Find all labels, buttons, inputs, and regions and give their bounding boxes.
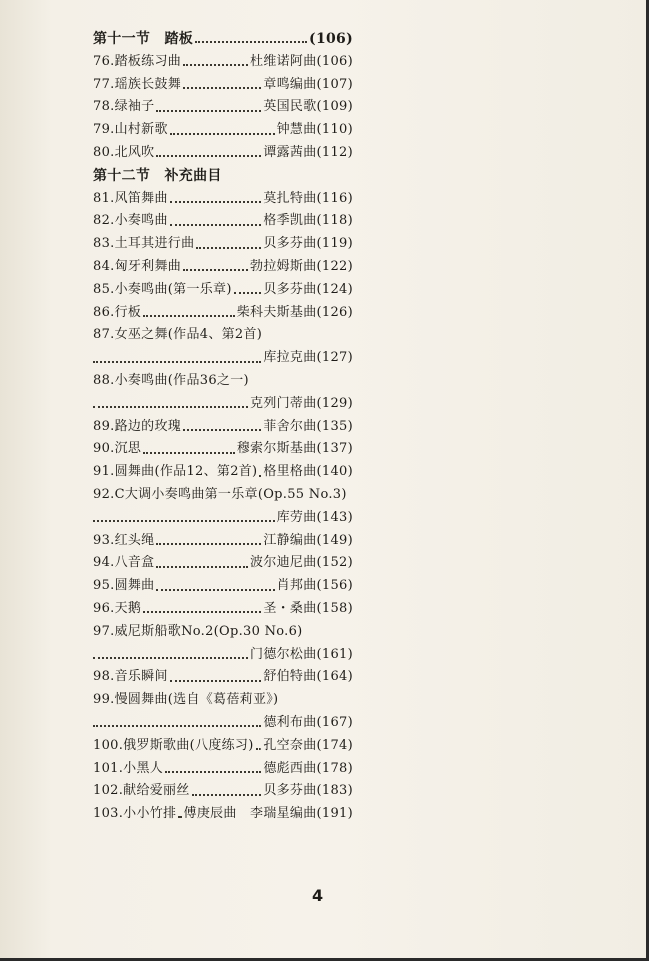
entry-title: 82.小奏鸣曲 [93, 213, 168, 229]
toc-entry [93, 210, 353, 233]
toc-entry-title-line [93, 484, 353, 507]
entry-title: 97.威尼斯船歌No.2(Op.30 No.6) [93, 623, 303, 639]
entry-author: 库拉克曲 [263, 350, 317, 366]
toc-entry-continuation [93, 393, 353, 416]
toc-entry [93, 803, 353, 826]
entry-author: 舒伯特曲 [263, 669, 317, 685]
entry-page: (118) [316, 213, 353, 229]
dot-leader [156, 566, 248, 568]
table-of-contents [93, 28, 353, 826]
entry-page: (106) [309, 31, 353, 47]
entry-author: 波尔迪尼曲 [250, 555, 317, 571]
entry-page: (158) [316, 600, 353, 616]
entry-title: 81.风笛舞曲 [93, 190, 168, 206]
entry-title: 98.音乐瞬间 [93, 669, 168, 685]
dot-leader [143, 611, 261, 613]
dot-leader [93, 361, 261, 363]
entry-title: 95.圆舞曲 [93, 578, 155, 594]
toc-entry [93, 598, 353, 621]
toc-entry [93, 758, 353, 781]
entry-author: 钟慧曲 [276, 122, 317, 138]
toc-entry-continuation [93, 347, 353, 370]
entry-author: 江静编曲 [263, 532, 317, 548]
toc-entry [93, 51, 353, 74]
entry-page: (129) [316, 395, 353, 411]
dot-leader [192, 794, 262, 796]
dot-leader [93, 406, 248, 408]
entry-author: 穆索尔斯基曲 [236, 441, 317, 457]
entry-page: (183) [316, 783, 353, 799]
entry-author: 贝多芬曲 [263, 783, 317, 799]
entry-author: 贝多芬曲 [263, 281, 317, 297]
entry-author: 贝多芬曲 [263, 236, 317, 252]
dot-leader [259, 475, 261, 477]
dot-leader [170, 133, 275, 135]
dot-leader [156, 155, 261, 157]
entry-title: 79.山村新歌 [93, 122, 168, 138]
entry-author: 谭露茜曲 [263, 144, 317, 160]
entry-title: 96.天鹅 [93, 600, 142, 616]
toc-entry-continuation [93, 712, 353, 735]
entry-page: (122) [316, 258, 353, 274]
entry-author: 克列门蒂曲 [250, 395, 317, 411]
dot-leader [196, 247, 261, 249]
entry-author: 圣・桑曲 [263, 600, 317, 616]
entry-author: 傅庚辰曲 李瑞星编曲 [183, 806, 317, 822]
entry-author: 英国民歌 [263, 99, 317, 115]
toc-entry-continuation [93, 507, 353, 530]
toc-entry [93, 438, 353, 461]
dot-leader [170, 224, 262, 226]
dot-leader [183, 87, 261, 89]
entry-page: (167) [316, 714, 353, 730]
entry-title: 84.匈牙利舞曲 [93, 258, 182, 274]
dot-leader [143, 452, 235, 454]
entry-author: 格里格曲 [263, 464, 317, 480]
section-heading [93, 28, 353, 51]
entry-author: 格季凯曲 [263, 213, 317, 229]
entry-title: 86.行板 [93, 304, 142, 320]
toc-entry [93, 233, 353, 256]
entry-page: (119) [316, 236, 353, 252]
dot-leader [143, 315, 235, 317]
toc-entry [93, 461, 353, 484]
entry-page: (137) [316, 441, 353, 457]
entry-page: (178) [316, 760, 353, 776]
entry-title: 99.慢圆舞曲(选自《葛蓓莉亚》) [93, 692, 279, 708]
dot-leader [195, 41, 307, 43]
entry-title: 103.小小竹排 [93, 806, 177, 822]
toc-entry-title-line [93, 689, 353, 712]
section-title: 第十一节 踏板 [93, 31, 194, 47]
entry-page: (140) [316, 464, 353, 480]
entry-title: 83.土耳其进行曲 [93, 236, 195, 252]
entry-page: (124) [316, 281, 353, 297]
toc-entry [93, 74, 353, 97]
entry-page: (127) [316, 350, 353, 366]
entry-page: (152) [316, 555, 353, 571]
toc-entry [93, 279, 353, 302]
page-number: 4 [312, 886, 324, 905]
toc-entry-title-line [93, 370, 353, 393]
entry-page: (110) [316, 122, 353, 138]
entry-author: 德利布曲 [263, 714, 317, 730]
dot-leader [93, 520, 275, 522]
entry-page: (156) [316, 578, 353, 594]
entry-title: 94.八音盒 [93, 555, 155, 571]
entry-author: 库劳曲 [276, 509, 317, 525]
entry-author: 勃拉姆斯曲 [250, 258, 317, 274]
toc-entry [93, 530, 353, 553]
toc-entry-continuation [93, 644, 353, 667]
entry-author: 肖邦曲 [276, 578, 317, 594]
entry-page: (126) [316, 304, 353, 320]
toc-entry [93, 735, 353, 758]
entry-page: (161) [316, 646, 353, 662]
dot-leader [234, 292, 262, 294]
entry-author: 杜维诺阿曲 [250, 53, 317, 69]
toc-entry [93, 575, 353, 598]
entry-page: (191) [316, 806, 353, 822]
entry-author: 柴科夫斯基曲 [236, 304, 317, 320]
toc-entry [93, 780, 353, 803]
entry-page: (174) [316, 737, 353, 753]
toc-entry [93, 666, 353, 689]
entry-title: 87.女巫之舞(作品4、第2首) [93, 327, 263, 343]
section-title: 第十二节 补充曲目 [93, 167, 222, 184]
entry-title: 89.路边的玫瑰 [93, 418, 182, 434]
entry-author: 德彪西曲 [263, 760, 317, 776]
entry-title: 78.绿袖子 [93, 99, 155, 115]
toc-entry [93, 416, 353, 439]
entry-title: 101.小黑人 [93, 760, 164, 776]
entry-title: 80.北风吹 [93, 144, 155, 160]
toc-entry [93, 256, 353, 279]
dot-leader [178, 816, 181, 818]
entry-title: 91.圆舞曲(作品12、第2首) [93, 464, 258, 480]
dot-leader [156, 110, 261, 112]
entry-title: 85.小奏鸣曲(第一乐章) [93, 281, 232, 297]
entry-author: 莫扎特曲 [263, 190, 317, 206]
entry-title: 76.踏板练习曲 [93, 53, 182, 69]
dot-leader [156, 589, 274, 591]
entry-page: (109) [316, 99, 353, 115]
dot-leader [93, 725, 261, 727]
entry-page: (143) [316, 509, 353, 525]
dot-leader [256, 748, 262, 750]
dot-leader [165, 771, 261, 773]
entry-title: 90.沉思 [93, 441, 142, 457]
entry-page: (112) [316, 144, 353, 160]
dot-leader [156, 543, 261, 545]
entry-author: 章鸣编曲 [263, 76, 317, 92]
entry-author: 门德尔松曲 [250, 646, 317, 662]
toc-entry [93, 119, 353, 142]
entry-author: 菲舍尔曲 [263, 418, 317, 434]
dot-leader [183, 429, 261, 431]
entry-title: 102.献给爱丽丝 [93, 783, 190, 799]
dot-leader [170, 201, 262, 203]
entry-title: 88.小奏鸣曲(作品36之一) [93, 372, 249, 388]
dot-leader [183, 269, 248, 271]
entry-page: (107) [316, 76, 353, 92]
toc-entry [93, 302, 353, 325]
entry-title: 77.瑶族长鼓舞 [93, 76, 182, 92]
dot-leader [183, 64, 248, 66]
toc-entry [93, 552, 353, 575]
toc-entry [93, 188, 353, 211]
entry-title: 93.红头绳 [93, 532, 155, 548]
entry-page: (135) [316, 418, 353, 434]
entry-page: (149) [316, 532, 353, 548]
entry-title: 100.俄罗斯歌曲(八度练习) [93, 737, 254, 753]
entry-page: (116) [316, 190, 353, 206]
entry-page: (164) [316, 669, 353, 685]
toc-entry [93, 96, 353, 119]
entry-author: 孔空奈曲 [263, 737, 317, 753]
toc-entry [93, 142, 353, 165]
toc-entry-title-line [93, 621, 353, 644]
entry-title: 92.C大调小奏鸣曲第一乐章(Op.55 No.3) [93, 486, 347, 502]
toc-entry-title-line [93, 324, 353, 347]
entry-page: (106) [316, 53, 353, 69]
dot-leader [170, 680, 262, 682]
section-heading [93, 165, 353, 188]
dot-leader [93, 657, 248, 659]
